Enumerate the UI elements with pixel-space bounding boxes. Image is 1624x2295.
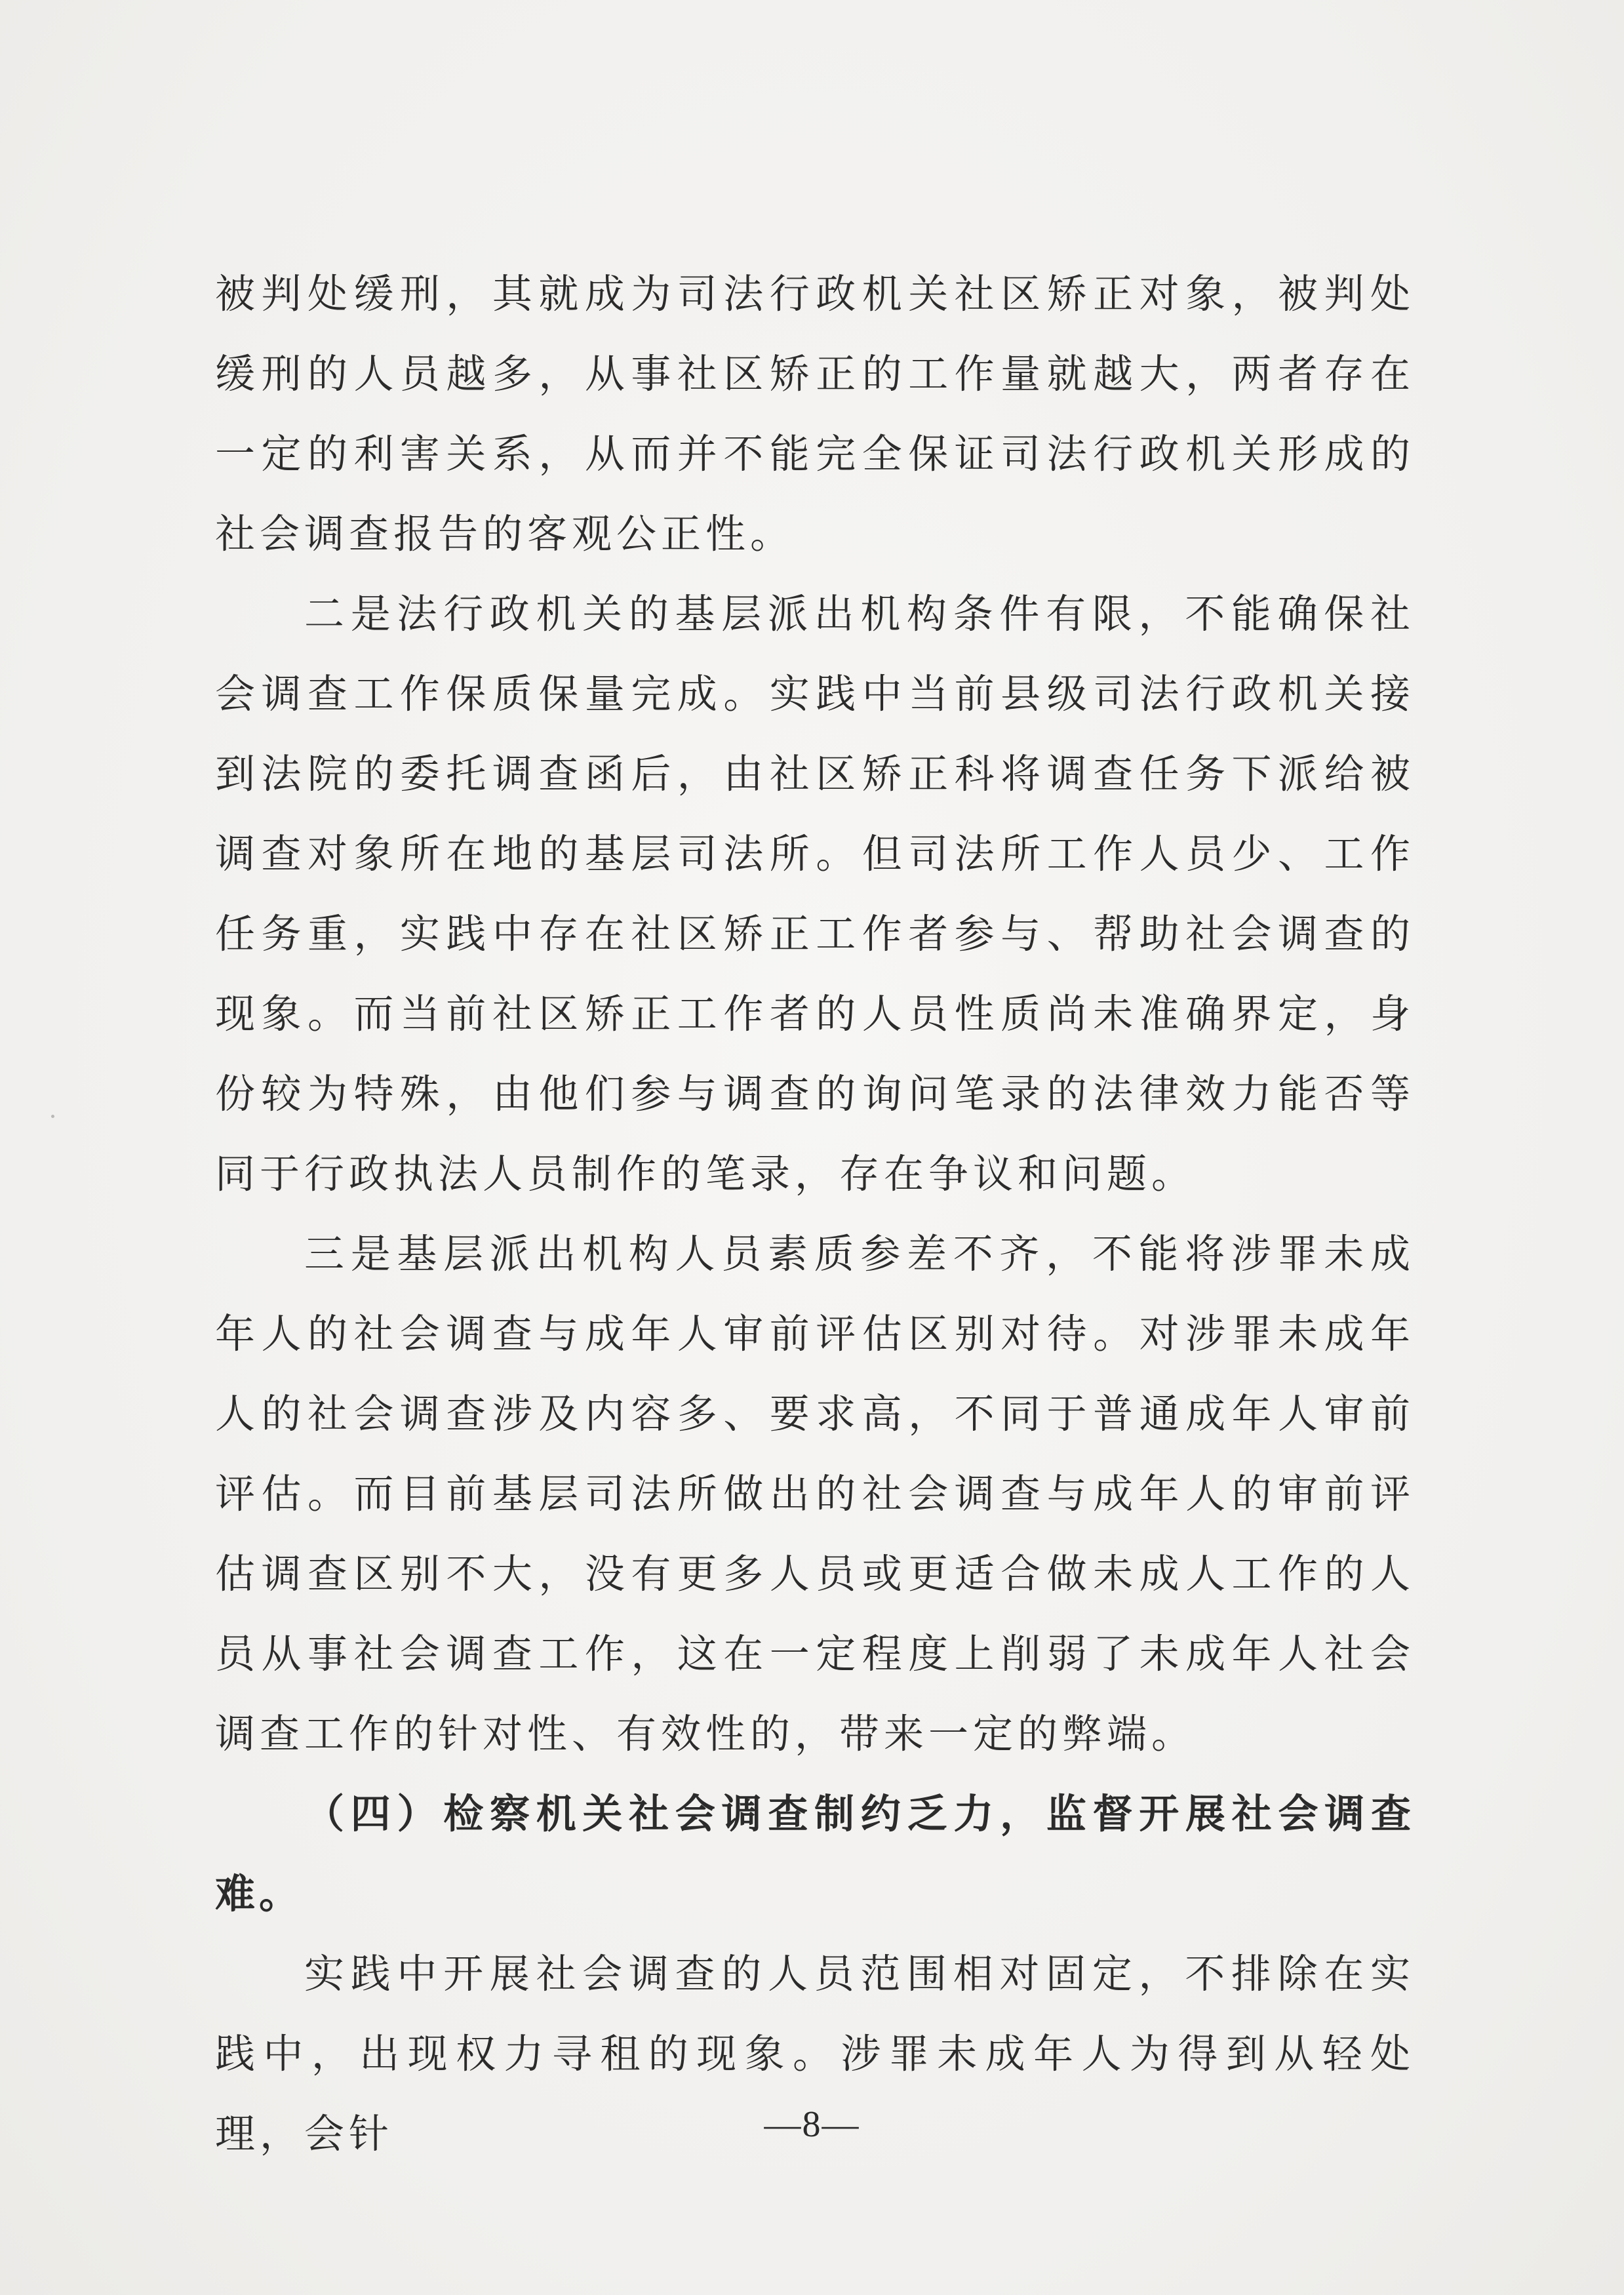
section-heading-four: （四）检察机关社会调查制约乏力，监督开展社会调查难。 bbox=[215, 1791, 1415, 1917]
page-number: —8— bbox=[764, 2104, 860, 2145]
document-body bbox=[215, 254, 1415, 2174]
paragraph-section-four: 实践中开展社会调查的人员范围相对固定，不排除在实践中，出现权力寻租的现象。涉罪未成年人为得到从轻处理，会针 bbox=[215, 1951, 1415, 2157]
paragraph-point-three: 三是基层派出机构人员素质参差不齐，不能将涉罪未成年人的社会调查与成年人审前评估区别对待。对涉罪未成年人的社会调查涉及内容多、要求高，不同于普通成年人审前评估。而目前基层司法所做出的社会调查与成年人的审前评估调查区别不大，没有更多人员或更适合做未成人工作的人员从事社会调查工作，这在一定程度上削弱了未成年人社会调查工作的针对性、有效性的，带来一定的弊端。 bbox=[215, 1231, 1415, 1757]
scan-speck bbox=[51, 1115, 54, 1118]
paragraph-point-two: 二是法行政机关的基层派出机构条件有限，不能确保社会调查工作保质保量完成。实践中当前县级司法行政机关接到法院的委托调查函后，由社区矫正科将调查任务下派给被调查对象所在地的基层司法所。但司法所工作人员少、工作任务重，实践中存在社区矫正工作者参与、帮助社会调查的现象。而当前社区矫正工作者的人员性质尚未准确界定，身份较为特殊，由他们参与调查的询问笔录的法律效力能否等同于行政执法人员制作的笔录，存在争议和问题。 bbox=[215, 591, 1415, 1197]
paragraph-continuation: 被判处缓刑，其就成为司法行政机关社区矫正对象，被判处缓刑的人员越多，从事社区矫正的工作量就越大，两者存在一定的利害关系，从而并不能完全保证司法行政机关形成的社会调查报告的客观公正性。 bbox=[215, 271, 1415, 557]
